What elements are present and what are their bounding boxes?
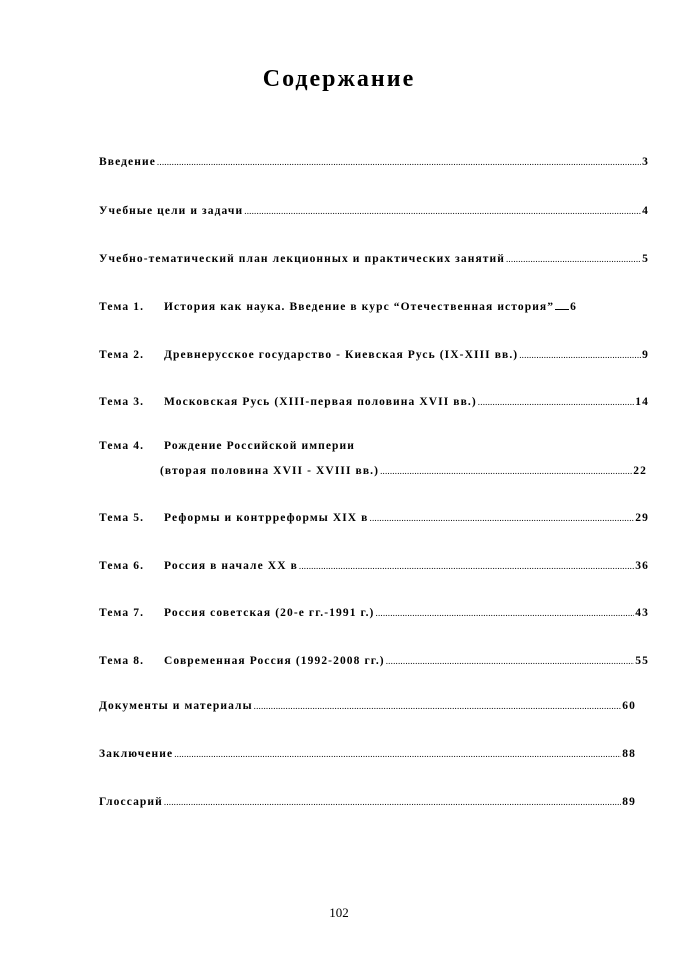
- toc-entry-topic-6[interactable]: [99, 560, 649, 572]
- toc-entry-label: Учебные цели и задачи: [99, 205, 244, 217]
- topic-number: Тема 2.: [99, 349, 145, 361]
- toc-entry-page: 60: [622, 700, 636, 712]
- toc-entry-page: 22: [633, 465, 647, 477]
- toc-entry-label: Реформы и контрреформы XIX в: [164, 512, 369, 524]
- toc-entry-label-continued: (вторая половина XVII - XVIII вв.): [160, 465, 380, 477]
- topic-number: Тема 3.: [99, 396, 145, 408]
- toc-entry-topic-5[interactable]: [99, 512, 649, 524]
- toc-entry-label: Древнерусское государство - Киевская Русь (IX-XIII вв.): [164, 349, 519, 361]
- toc-entry-glossary[interactable]: [99, 796, 636, 808]
- dot-leader: [174, 749, 621, 759]
- dot-leader: [376, 608, 635, 618]
- toc-entry-topic-7[interactable]: [99, 607, 649, 619]
- toc-entry-plan[interactable]: [99, 253, 649, 265]
- toc-entry-label: Россия в начале XX в: [164, 560, 298, 572]
- page-number: 102: [329, 905, 349, 920]
- toc-entry-documents[interactable]: [99, 700, 636, 712]
- toc-entry-page: 3: [642, 156, 649, 168]
- dot-leader: [386, 656, 635, 666]
- topic-number: Тема 7.: [99, 607, 145, 619]
- toc-entry-label: Заключение: [99, 748, 174, 760]
- dot-leader: [254, 701, 622, 711]
- toc-entry-goals[interactable]: [99, 205, 649, 217]
- dot-leader: [244, 206, 641, 216]
- toc-entry-topic-1[interactable]: [99, 301, 639, 313]
- underline-leader: [555, 308, 569, 310]
- toc-entry-topic-2[interactable]: [99, 349, 649, 361]
- toc-entry-page: 9: [642, 349, 649, 361]
- topic-number: Тема 6.: [99, 560, 145, 572]
- page-title: Содержание: [262, 66, 416, 92]
- toc-entry-topic-4[interactable]: [99, 440, 499, 452]
- toc-entry-page: 4: [642, 205, 649, 217]
- dot-leader: [370, 513, 635, 523]
- toc-entry-intro[interactable]: [99, 156, 649, 168]
- toc-entry-topic-4-cont[interactable]: [160, 465, 647, 477]
- toc-entry-page: 43: [635, 607, 649, 619]
- toc-entry-label: Глоссарий: [99, 796, 163, 808]
- toc-entry-page: 5: [642, 253, 649, 265]
- toc-entry-page: 55: [635, 655, 649, 667]
- toc-entry-conclusion[interactable]: [99, 748, 636, 760]
- dot-leader: [157, 157, 641, 167]
- toc-entry-page: 36: [635, 560, 649, 572]
- toc-entry-label: История как наука. Введение в курс “Отечественная история”: [164, 301, 555, 313]
- toc-entry-label: Введение: [99, 156, 156, 168]
- toc-entry-label: Современная Россия (1992-2008 гг.): [164, 655, 385, 667]
- toc-entry-topic-8[interactable]: [99, 655, 649, 667]
- dot-leader: [519, 350, 641, 360]
- toc-entry-page: 29: [635, 512, 649, 524]
- toc-entry-label: Московская Русь (XIII-первая половина XVII вв.): [164, 396, 477, 408]
- dot-leader: [299, 561, 634, 571]
- toc-entry-label: Документы и материалы: [99, 700, 253, 712]
- dot-leader: [478, 397, 635, 407]
- toc-entry-label: Рождение Российской империи: [164, 440, 356, 452]
- toc-entry-topic-3[interactable]: [99, 396, 649, 408]
- topic-number: Тема 5.: [99, 512, 145, 524]
- toc-entry-label: Учебно-тематический план лекционных и практических занятий: [99, 253, 505, 265]
- topic-number: Тема 1.: [99, 301, 145, 313]
- dot-leader: [380, 466, 632, 476]
- topic-number: Тема 4.: [99, 440, 145, 452]
- toc-entry-page: 6: [570, 301, 577, 313]
- toc-entry-page: 88: [622, 748, 636, 760]
- toc-entry-label: Россия советская (20-е гг.-1991 г.): [164, 607, 375, 619]
- dot-leader: [506, 254, 641, 264]
- toc-entry-page: 14: [635, 396, 649, 408]
- dot-leader: [164, 797, 621, 807]
- topic-number: Тема 8.: [99, 655, 145, 667]
- toc-entry-page: 89: [622, 796, 636, 808]
